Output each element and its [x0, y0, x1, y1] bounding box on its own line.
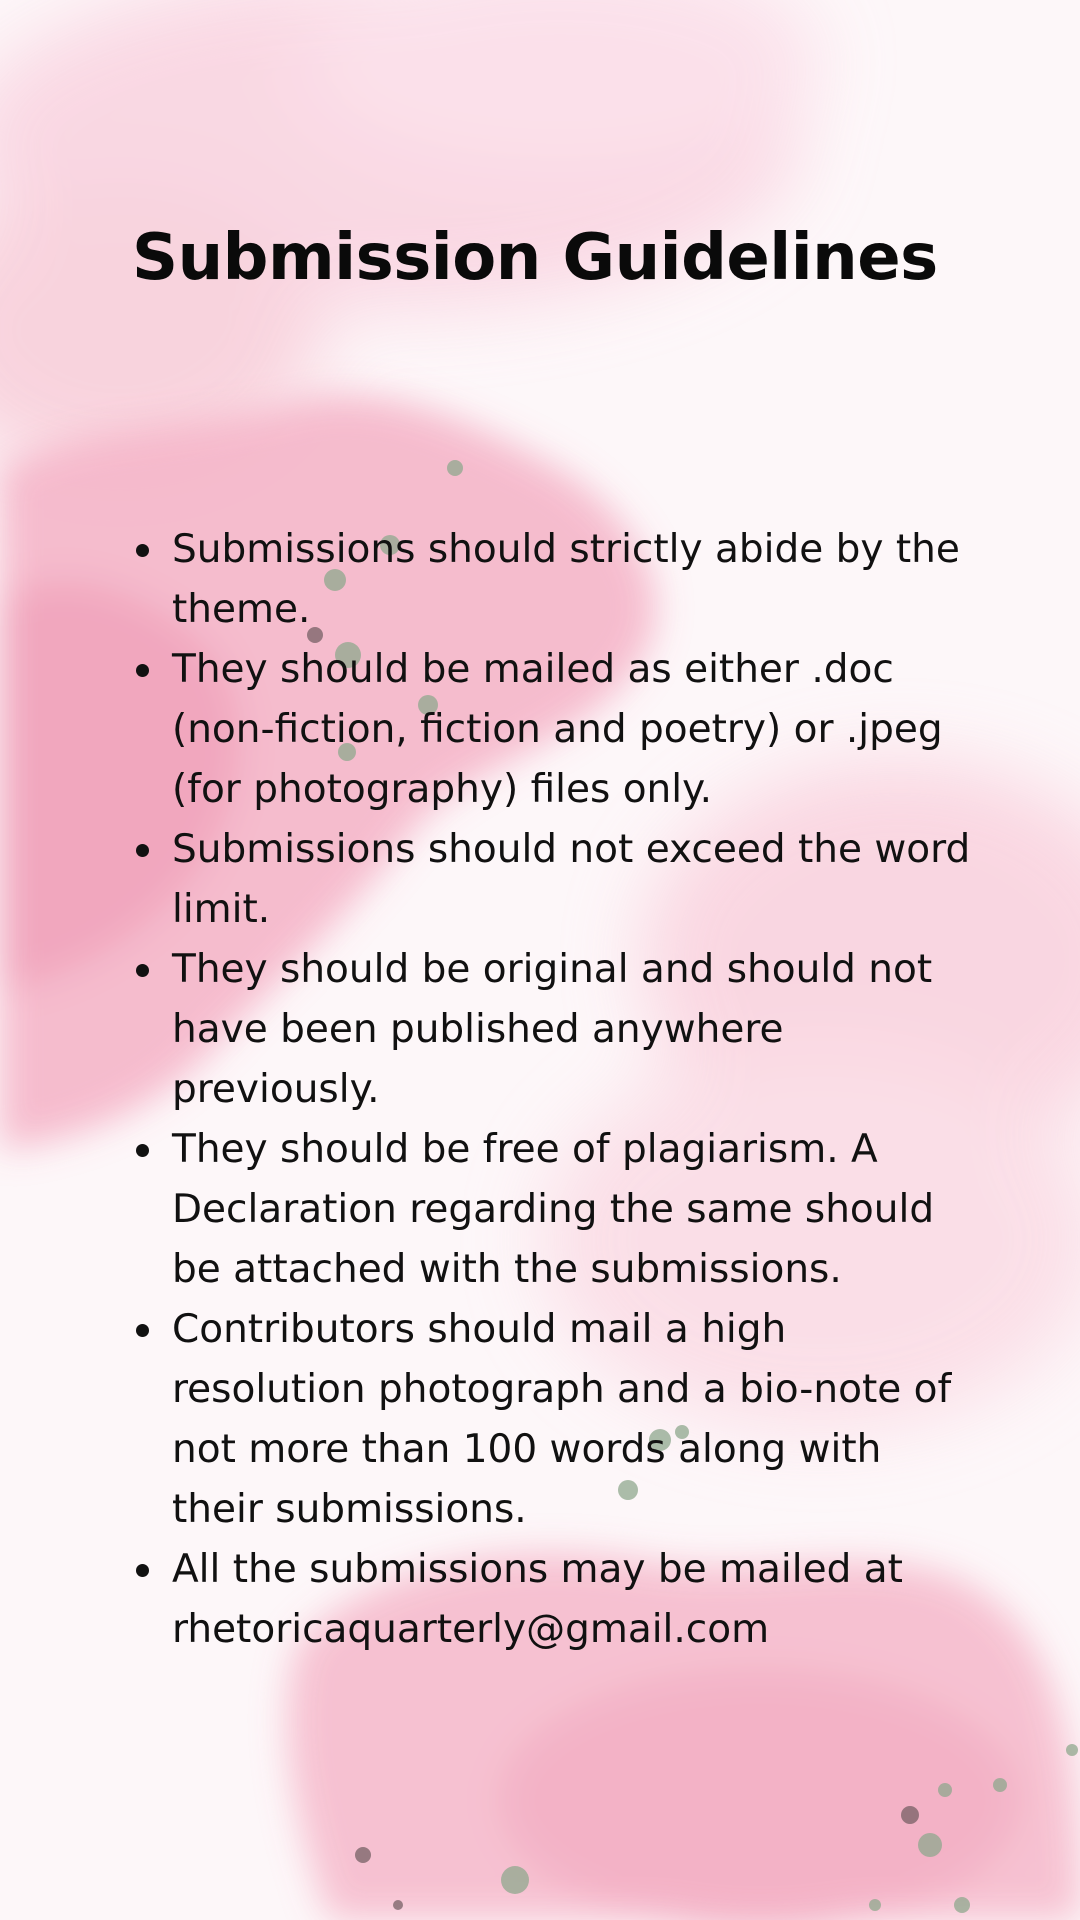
- list-item: [132, 820, 982, 940]
- bullet-icon: [136, 844, 149, 857]
- guideline-text: They should be free of plagiarism. A Declaration regarding the same should be attached with the submissions.: [172, 1127, 935, 1292]
- list-item: [132, 640, 982, 820]
- list-item: [132, 1540, 982, 1660]
- bullet-icon: [136, 664, 149, 677]
- bullet-icon: [136, 964, 149, 977]
- guidelines-list: [132, 520, 982, 1660]
- list-item: [132, 1300, 982, 1540]
- guideline-text: Submissions should not exceed the word limit.: [172, 827, 971, 932]
- bullet-icon: [136, 1564, 149, 1577]
- guideline-text: They should be mailed as either .doc (non-fiction, fiction and poetry) or .jpeg (for photography) files only.: [172, 647, 943, 812]
- guideline-text: They should be original and should not have been published anywhere previously.: [172, 947, 933, 1112]
- bullet-icon: [136, 544, 149, 557]
- list-item: [132, 940, 982, 1120]
- bullet-icon: [136, 1144, 149, 1157]
- guideline-text: All the submissions may be mailed at rhetoricaquarterly@gmail.com: [172, 1547, 903, 1652]
- guideline-text: Submissions should strictly abide by the theme.: [172, 527, 960, 632]
- page-title: Submission Guidelines: [132, 221, 938, 295]
- list-item: [132, 1120, 982, 1300]
- bullet-icon: [136, 1324, 149, 1337]
- list-item: [132, 520, 982, 640]
- guideline-text: Contributors should mail a high resolution photograph and a bio-note of not more than 100 words along with their submissions.: [172, 1307, 952, 1532]
